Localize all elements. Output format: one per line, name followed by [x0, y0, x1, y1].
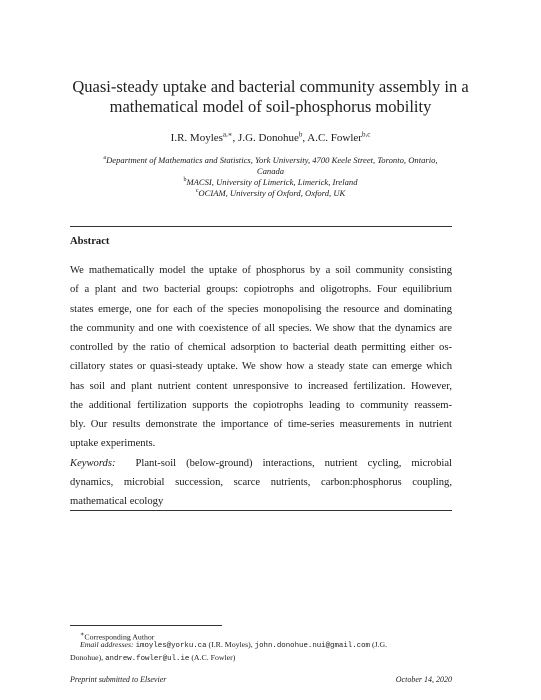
email-link[interactable]: imoyles@yorku.ca: [135, 642, 207, 650]
email-owner: (I.R. Moyles),: [208, 640, 253, 649]
email-link[interactable]: john.donohue.nui@gmail.com: [254, 642, 370, 650]
author-mark: b: [298, 130, 303, 139]
email-label: Email addresses:: [80, 640, 134, 649]
affiliation-b: [60, 177, 481, 188]
affiliation-c: [60, 188, 481, 199]
author-list: I.R. Moyles$^{a,∗}$, J.G. Donohue$^b$, A.C. Fowler$^{b,c}$: [170, 130, 371, 144]
abstract-top-rule: [70, 226, 452, 227]
title-line-1: Quasi-steady uptake and bacterial community assembly in a: [72, 77, 469, 96]
email-owner: (J.G.: [371, 640, 388, 649]
keywords-line: dynamics, microbial succession, scarce nutrients, carbon:phosphorus coupling,: [70, 476, 452, 488]
abstract-line: states emerge, one for each of the species monopolising the resource and dominating: [70, 303, 452, 315]
footnote-text: Corresponding Author: [84, 632, 155, 642]
paper-title: [60, 77, 481, 117]
abstract-heading: Abstract: [70, 236, 110, 247]
author-mark: b,c: [361, 130, 371, 139]
email-owner: (A.C. Fowler): [191, 653, 236, 662]
keywords-line: [70, 454, 452, 473]
corresponding-author-footnote: ∗Corresponding Author: [80, 631, 155, 642]
title-line-2: mathematical model of soil-phosphorus mobility: [109, 97, 432, 116]
footer-left: Preprint submitted to Elsevier: [70, 675, 167, 684]
affiliation-mark: a: [103, 155, 107, 162]
abstract-line: uptake experiments.: [70, 438, 156, 450]
abstract-bottom-rule: [70, 510, 452, 511]
abstract-line: has soil and plant nutrient content unresponsive to increased fertilization. However,: [70, 380, 452, 392]
affiliation-mark: c: [195, 188, 199, 195]
keywords-text: Plant-soil (below-ground) interactions, nutrient cycling, microbial: [135, 457, 452, 469]
author-name: A.C. Fowler: [307, 132, 362, 144]
footer-date: October 14, 2020: [395, 675, 452, 684]
abstract-line: the community and one with coexistence of all species. We show that the dynamics are: [70, 322, 452, 334]
affiliation-a: [60, 155, 481, 177]
affiliation-text: Department of Mathematics and Statistics, York University, 4700 Keele Street, Toronto, Ontario,: [106, 155, 438, 165]
author-name: I.R. Moyles: [170, 132, 223, 144]
keywords-label: Keywords:: [70, 457, 116, 469]
author-name: J.G. Donohue: [238, 132, 299, 144]
abstract-line: the additional fertilization supports the copiotrophs leading to community reassem-: [70, 399, 452, 411]
email-link[interactable]: andrew.fowler@ul.ie: [105, 655, 190, 663]
abstract-line: bly. Our results demonstrate the importance of time-series measurements in nutrient: [70, 419, 452, 430]
affiliation-text: MACSI, University of Limerick, Limerick, Ireland: [186, 177, 358, 187]
abstract-line: of a plant and two bacterial groups: copiotrophs and oligotrophs. Four equilibrium: [70, 284, 452, 296]
affiliation-text: OCIAM, University of Oxford, Oxford, UK: [198, 188, 346, 198]
abstract-line: We mathematically model the uptake of phosphorus by a soil community consisting: [70, 265, 452, 276]
affiliation-text: Canada: [256, 166, 285, 176]
author-mark: a,∗: [222, 130, 233, 139]
affiliation-mark: b: [183, 177, 187, 184]
abstract-line: controlled by the ratio of chemical adsorption to bacterial death permitting either os-: [70, 342, 452, 353]
footnote-rule: [70, 625, 222, 626]
email-footnote: [70, 639, 452, 665]
keywords-line: mathematical ecology: [70, 496, 164, 507]
abstract-line: cillatory states or quasi-steady uptake. We show how a steady state can emerge which: [70, 361, 452, 373]
abstract-body: [70, 261, 452, 511]
email-owner: Donohue),: [70, 653, 104, 662]
